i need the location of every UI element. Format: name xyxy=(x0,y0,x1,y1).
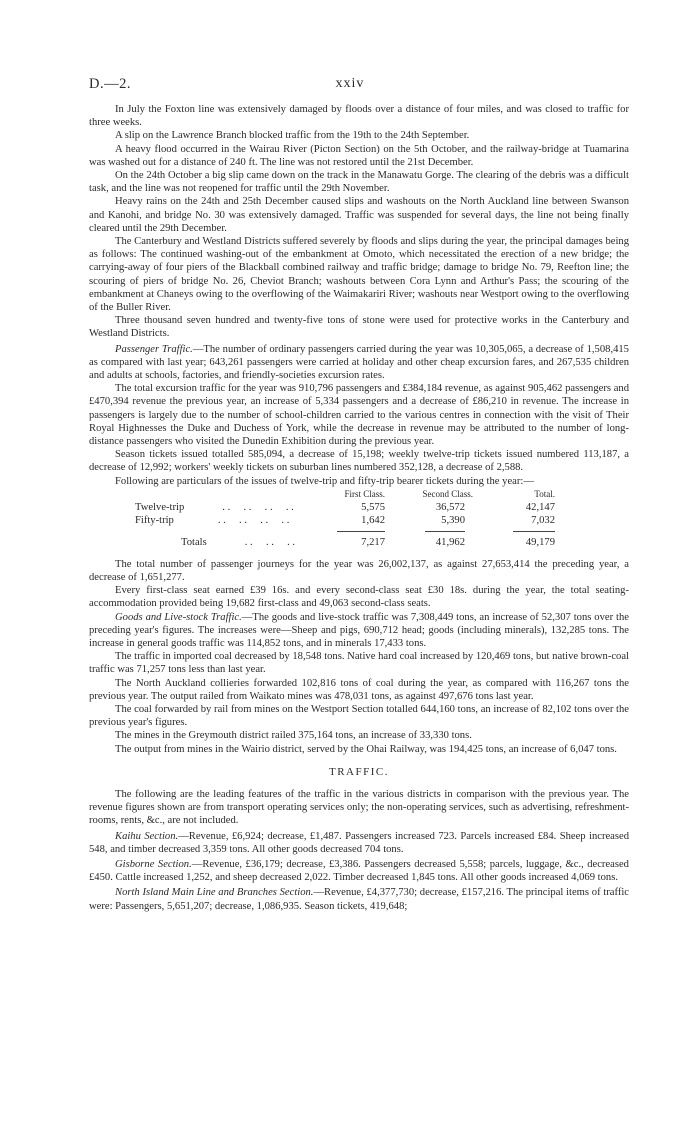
table-header-row xyxy=(135,488,555,501)
leader-dots: . . . . . . . . xyxy=(217,515,290,527)
document-body xyxy=(89,103,629,913)
leader-dots: . . . . . . . . xyxy=(222,502,294,514)
document-code: D.—2. xyxy=(89,76,131,92)
paragraph: The total number of passenger journeys for the year was 26,002,137, as against 27,653,414 the preceding year, a decrease of 1,651,277. xyxy=(89,558,629,583)
paragraph: The North Auckland collieries forwarded 102,816 tons of coal during the year, as compared with 116,267 tons the previous year. The output railed from Waikato mines was 478,031 tons, as against 497,676 tons last year. xyxy=(89,677,629,702)
paragraph: The coal forwarded by rail from mines on the Westport Section totalled 644,160 tons, an increase of 82,102 tons over the previous year's figures. xyxy=(89,703,629,729)
section-lead: Kaihu Section. xyxy=(115,830,179,842)
paragraph-text: —The number of ordinary passengers carried during the year was 10,305,065, a decrease of 1,508,415 as compared with last year; 643,261 passengers were carried at holiday and other cheap excursion fares, and 267,535 children and adults at schools, factories, and friendly-societies excursion rates. xyxy=(89,343,629,382)
page-number: xxiv xyxy=(335,76,365,91)
cell-total: 42,147 xyxy=(525,502,555,514)
cell-first: 5,575 xyxy=(361,502,385,514)
column-header: First Class. xyxy=(344,488,385,499)
paragraph: The Canterbury and Westland Districts suffered severely by floods and slips during the year, the principal damages being as follows: The continued washing-out of the embankment at Omoto, which necessitated the erection of a new bridge; the carrying-away of four piers of the Blackball combined railway and traffic bridge; damage to bridge No. 79, Reefton line; the scouring of piers of bridge No. 26, Cheviot Branch; washouts between Cora Lynn and Arthur's Pass; the scouring of the embankment at Chaneys owing to the overflowing of the Waimakariri River; washouts near Westport owing to the overflowing of the Buller River. xyxy=(89,236,629,314)
section-lead: Gisborne Section. xyxy=(115,858,192,870)
cell-second: 41,962 xyxy=(435,536,465,548)
paragraph: A heavy flood occurred in the Wairau River (Picton Section) on the 5th October, and the railway-bridge at Tuamarina was washed out for a distance of 240 ft. The line was not restored until the 21st December. xyxy=(89,143,629,168)
ticket-table xyxy=(135,488,555,549)
paragraph: Heavy rains on the 24th and 25th December caused slips and washouts on the North Auckland line between Swanson and Kanohi, and bridge No. 30 was extensively damaged. Traffic was suspended for several days, the line not being finally cleared until the 29th December. xyxy=(89,196,629,234)
paragraph: A slip on the Lawrence Branch blocked traffic from the 19th to the 24th September. xyxy=(115,130,470,142)
table-row xyxy=(135,501,555,514)
row-label: Fifty-trip xyxy=(135,515,174,527)
paragraph-text: —Revenue, £4,377,730; decrease, £157,216. The principal items of traffic were: Passengers, 5,651,207; decrease, 1,086,935. Season tickets, 419,648; xyxy=(89,887,629,912)
paragraph-text: —The goods and live-stock traffic was 7,308,449 tons, an increase of 52,307 tons over the preceding year's figures. The increases were—Sheep and pigs, 690,712 head; goods (including minerals), 132,285 tons. The increase in general goods traffic was 114,852 tons, and in minerals 17,433 tons. xyxy=(89,611,629,649)
goods-traffic-paragraph xyxy=(89,611,629,651)
traffic-section-paragraph xyxy=(89,830,629,856)
passenger-traffic-paragraph xyxy=(89,343,629,383)
table-row xyxy=(135,514,555,527)
traffic-section-paragraph xyxy=(89,886,629,912)
cell-second: 5,390 xyxy=(441,515,465,527)
cell-total: 49,179 xyxy=(525,536,555,548)
column-header: Second Class. xyxy=(422,488,473,499)
paragraph-text: —Revenue, £6,924; decrease, £1,487. Passengers increased 723. Parcels increased £84. Sheep increased 548, and timber decreased 3,359 tons. All other goods decreased 704 tons. xyxy=(89,830,629,855)
totals-row xyxy=(135,532,555,549)
paragraph: In July the Foxton line was extensively damaged by floods over a distance of four miles, and was closed to traffic for three weeks. xyxy=(89,104,629,129)
paragraph: The mines in the Greymouth district railed 375,164 tons, an increase of 33,330 tons. xyxy=(115,730,472,742)
paragraph: Following are particulars of the issues of twelve-trip and fifty-trip bearer tickets during the year:— xyxy=(115,475,534,487)
cell-first: 7,217 xyxy=(361,536,385,548)
leader-dots: . . . . . . xyxy=(244,536,296,548)
paragraph: The following are the leading features of the traffic in the various districts in comparison with the previous year. The revenue figures shown are from transport operating services only; the non-operating services, such as advertising, refreshment-rooms, rents, &c., are not included. xyxy=(89,788,629,827)
section-lead: Goods and Live-stock Traffic. xyxy=(115,611,242,623)
cell-total: 7,032 xyxy=(531,515,555,527)
paragraph: The traffic in imported coal decreased by 18,548 tons. Native hard coal increased by 120,469 tons, but native brown-coal traffic was 71,257 tons less than last year. xyxy=(89,651,629,676)
column-header: Total. xyxy=(534,488,555,499)
section-heading: TRAFFIC. xyxy=(329,765,389,778)
paragraph: Season tickets issued totalled 585,094, a decrease of 15,198; weekly twelve-trip tickets issued numbered 113,187, a decrease of 12,992; workers' weekly tickets on suburban lines numbered 352,128, a decrease of 2,588. xyxy=(89,449,629,474)
paragraph-text: —Revenue, £36,179; decrease, £3,386. Passengers decreased 5,558; parcels, luggage, &c., decreased £450. Cattle increased 1,252, and sheep decreased 2,022. Timber decreased 1,845 tons. All other goods increased 4,069 tons. xyxy=(89,858,629,884)
paragraph: On the 24th October a big slip came down on the track in the Manawatu Gorge. The clearing of the debris was a difficult task, and the line was not reopened for traffic until the 29th November. xyxy=(89,170,629,195)
row-label: Twelve-trip xyxy=(135,502,185,514)
paragraph: Every first-class seat earned £39 16s. and every second-class seat £30 18s. during the year, the total seating-accommodation provided being 19,682 first-class and 49,063 second-class seats. xyxy=(89,585,629,610)
paragraph: The total excursion traffic for the year was 910,796 passengers and £384,184 revenue, as against 905,462 passengers and £470,394 revenue the previous year, an increase of 5,334 passengers and a decrease of £86,210 in revenue. The increase in passengers is largely due to the number of school-children carried to the various centres in connection with the visit of Their Royal Highnesses the Duke and Duchess of York, while the decrease in revenue may be attributed to the number of long-distance passengers who visited the Dunedin Exhibition during the previous year. xyxy=(89,383,629,448)
section-lead: Passenger Traffic. xyxy=(115,343,193,355)
section-lead: North Island Main Line and Branches Section. xyxy=(115,887,314,899)
cell-first: 1,642 xyxy=(361,515,385,527)
paragraph: Three thousand seven hundred and twenty-five tons of stone were used for protective works in the Canterbury and Westland Districts. xyxy=(89,315,629,340)
paragraph: The output from mines in the Wairio district, served by the Ohai Railway, was 194,425 tons, an increase of 6,047 tons. xyxy=(115,743,617,755)
cell-second: 36,572 xyxy=(435,502,465,514)
row-label: Totals xyxy=(181,536,207,548)
traffic-section-paragraph xyxy=(89,858,629,884)
